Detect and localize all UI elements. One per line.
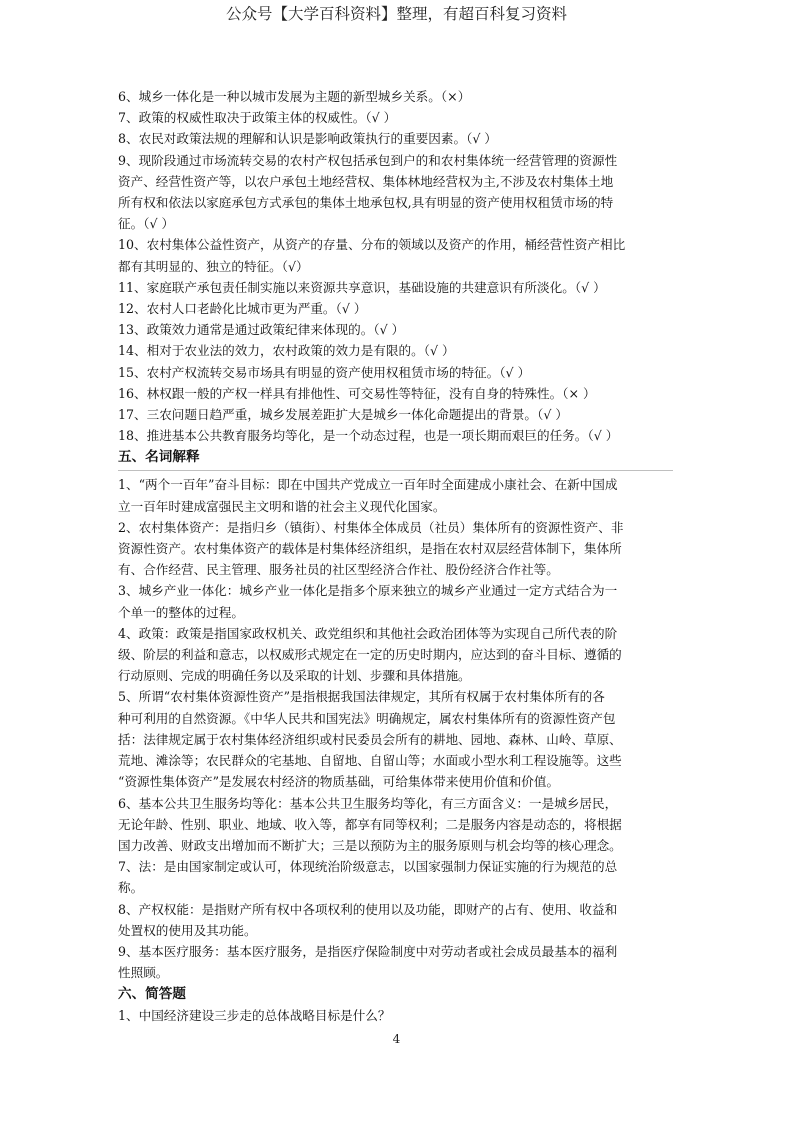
judgement-item bbox=[118, 234, 678, 276]
definition-item bbox=[118, 899, 678, 941]
definition-item bbox=[118, 623, 678, 687]
text-line: “资源性集体资产”是发展农村经济的物质基础，可给集体带来使用价值和价值。 bbox=[118, 774, 560, 790]
text-line: 2、农村集体资产：是指归乡（镇街）、村集体全体成员（社员）集体所有的资源性资产、非 bbox=[118, 519, 624, 535]
judgement-item bbox=[118, 404, 678, 425]
text-line: 11、家庭联产承包责任制实施以来资源共享意识，基础设施的共建意识有所淡化。（√ ） bbox=[118, 279, 606, 295]
judgement-item bbox=[118, 340, 678, 361]
text-line: 6、城乡一体化是一种以城市发展为主题的新型城乡关系。（×） bbox=[118, 89, 471, 104]
judgement-item bbox=[118, 86, 678, 107]
text-line: 9、基本医疗服务：基本医疗服务，是指医疗保险制度中对劳动者或社会成员最基本的福利 bbox=[118, 943, 618, 959]
text-line: 无论年龄、性别、职业、地域、收入等，都享有同等权利；二是服务内容是动态的，将根据 bbox=[118, 816, 622, 832]
text-line: 6、基本公共卫生服务均等化：基本公共卫生服务均等化，有三方面含义：一是城乡居民， bbox=[118, 795, 618, 811]
text-line: 级、阶层的利益和意志，以权威形式规定在一定的历史时期内，应达到的奋斗目标、遵循的 bbox=[118, 647, 622, 663]
text-line: 1、中国经济建设三步走的总体战略目标是什么？ bbox=[118, 1008, 391, 1024]
judgement-item bbox=[118, 425, 678, 446]
judgement-item bbox=[118, 319, 678, 340]
text-line: 8、农民对政策法规的理解和认识是影响政策执行的重要因素。（√ ） bbox=[118, 131, 497, 147]
judgement-item bbox=[118, 298, 678, 319]
judgement-item bbox=[118, 362, 678, 383]
text-line: 立一百年时建成富强民主文明和谐的社会主义现代化国家。 bbox=[118, 498, 446, 514]
text-line: 18、推进基本公共教育服务均等化，是一个动态过程，也是一项长期而艰巨的任务。（√ ） bbox=[118, 428, 619, 444]
definition-item bbox=[118, 474, 678, 516]
text-line: 3、城乡产业一体化：城乡产业一体化是指多个原来独立的城乡产业通过一定方式结合为一 bbox=[118, 583, 618, 599]
text-line: 个单一的整体的过程。 bbox=[118, 604, 244, 620]
document-body bbox=[118, 86, 678, 1027]
text-line: 7、法：是由国家制定或认可，体现统治阶级意志，以国家强制力保证实施的行为规范的总 bbox=[118, 859, 618, 875]
short-answer-list bbox=[118, 1005, 678, 1026]
definition-item bbox=[118, 517, 678, 581]
text-line: 12、农村人口老龄化比城市更为严重。（√ ） bbox=[118, 301, 367, 317]
text-line: 资源性资产。农村集体资产的载体是村集体经济组织，是指在农村双层经营体制下，集体所 bbox=[118, 541, 622, 557]
text-line: 所有权和依法以家庭承包方式承包的集体土地承包权,具有明显的资产使用权租赁市场的特 bbox=[118, 195, 614, 211]
page-number: 4 bbox=[392, 1032, 401, 1046]
text-line: 国力改善、财政支出增加而不断扩大；三是以预防为主的服务原则与机会均等的核心理念。 bbox=[118, 837, 622, 853]
text-line: 行动原则、完成的明确任务以及采取的计划、步骤和具体措施。 bbox=[118, 668, 471, 684]
judgement-item bbox=[118, 150, 678, 235]
text-line: 括：法律规定属于农村集体经济组织或村民委员会所有的耕地、园地、森林、山岭、草原、 bbox=[118, 731, 622, 747]
text-line: 资产、经营性资产等，以农户承包土地经营权、集体林地经营权为主,不涉及农村集体土地 bbox=[118, 173, 614, 189]
text-line: 8、产权权能：是指财产所有权中各项权利的使用以及功能，即财产的占有、使用、收益和 bbox=[118, 901, 618, 917]
definition-item bbox=[118, 580, 678, 622]
text-line: 征。（√ ） bbox=[118, 216, 175, 232]
definition-item bbox=[118, 941, 678, 983]
text-line: 荒地、滩涂等；农民群众的宅基地、自留地、自留山等；水面或小型水利工程设施等。这些 bbox=[118, 753, 622, 769]
text-line: 17、三农问题日趋严重，城乡发展差距扩大是城乡一体化命题提出的背景。（√ ） bbox=[118, 407, 568, 423]
question-item bbox=[118, 1005, 678, 1026]
text-line: 5、所谓“农村集体资源性资产”是指根据我国法律规定，其所有权属于农村集体所有的各 bbox=[118, 689, 605, 705]
text-line: 7、政策的权威性取决于政策主体的权威性。（√ ） bbox=[118, 110, 397, 126]
definition-item bbox=[118, 793, 678, 857]
definitions-list bbox=[118, 474, 678, 983]
text-line: 都有其明显的、独立的特征。（√） bbox=[118, 258, 309, 274]
definition-item bbox=[118, 686, 678, 792]
judgement-item bbox=[118, 128, 678, 149]
text-line: 14、相对于农业法的效力，农村政策的效力是有限的。（√ ） bbox=[118, 343, 455, 359]
judgement-item bbox=[118, 107, 678, 128]
text-line: 有、合作经营、民主管理、服务社员的社区型经济合作社、股份经济合作社等。 bbox=[118, 562, 559, 578]
text-line: 4、政策：政策是指国家政权机关、政党组织和其他社会政治团体等为实现自己所代表的阶 bbox=[118, 625, 618, 641]
text-line: 种可利用的自然资源。《中华人民共和国宪法》明确规定，属农村集体所有的资源性资产包 bbox=[118, 710, 616, 726]
text-line: 称。 bbox=[118, 880, 144, 896]
text-line: 16、林权跟一般的产权一样具有排他性、可交易性等特征，没有自身的特殊性。（× ） bbox=[118, 385, 596, 401]
true-false-list bbox=[118, 86, 678, 446]
text-line: 1、“两个一百年”奋斗目标：即在中国共产党成立一百年时全面建成小康社会、在新中国成 bbox=[118, 477, 618, 493]
text-line: 13、政策效力通常是通过政策纪律来体现的。（√ ） bbox=[118, 322, 405, 338]
text-line: 9、现阶段通过市场流转交易的农村产权包括承包到户的和农村集体统一经营管理的资源性 bbox=[118, 152, 618, 168]
page-header: 公众号【大学百科资料】整理，有超百科复习资料 bbox=[225, 5, 567, 23]
text-line: 10、农村集体公益性资产，从资产的存量、分布的领域以及资产的作用，桶经营性资产相比 bbox=[118, 237, 626, 253]
text-line: 性照顾。 bbox=[118, 965, 169, 981]
section-title-definitions: 五、名词解释 bbox=[118, 446, 673, 471]
definition-item bbox=[118, 856, 678, 898]
text-line: 15、农村产权流转交易市场具有明显的资产使用权租赁市场的特征。（√ ） bbox=[118, 364, 531, 380]
section-title-short-answer: 六、简答题 bbox=[118, 986, 186, 1003]
judgement-item bbox=[118, 383, 678, 404]
text-line: 处置权的使用及其功能。 bbox=[118, 922, 257, 938]
judgement-item bbox=[118, 277, 678, 298]
